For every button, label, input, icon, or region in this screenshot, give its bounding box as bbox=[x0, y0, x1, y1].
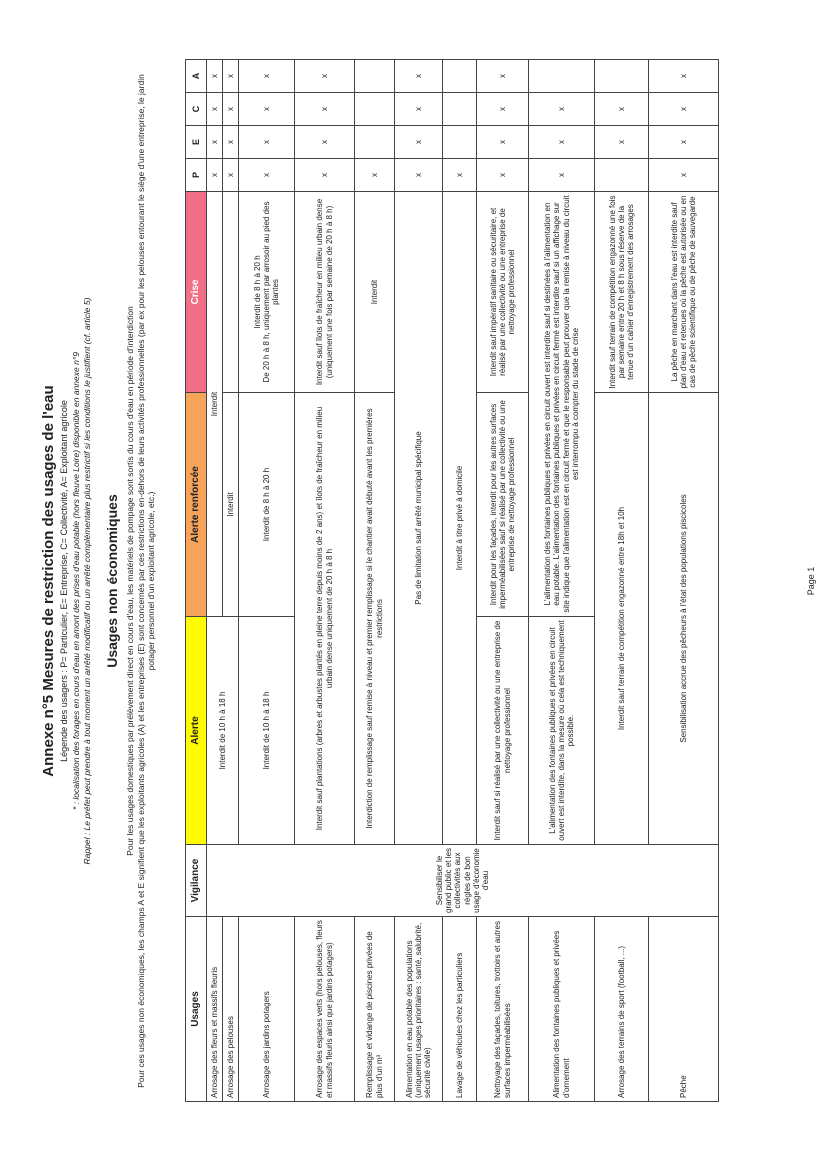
mark-p: x bbox=[239, 159, 295, 192]
legend-text: Légende des usagers : P= Particulier, E= Entreprise, C= Collectivité, A= Exploitant agricole bbox=[59, 400, 69, 762]
alerte-cell: Interdit sauf si réalisé par une collectivité ou une entreprise de nettoyage professionnel bbox=[477, 617, 529, 845]
mark-p: x bbox=[477, 159, 529, 192]
mark-p: x bbox=[207, 159, 223, 192]
usage-cell: Arrosage des jardins potagers bbox=[239, 917, 295, 1102]
alerte-cell: Interdit de 10 h à 18 h bbox=[207, 617, 239, 845]
alerte-renforcee-cell: Interdit sauf terrain de compétition engazonné entre 18h et 10h bbox=[595, 393, 649, 845]
mark-c: x bbox=[395, 93, 443, 126]
usage-cell: Arrosage des terrains de sport (football, ...) bbox=[595, 917, 649, 1102]
mark-c: x bbox=[239, 93, 295, 126]
crise-cell: La pêche en marchant dans l'eau est interdite sauf plan d'eau et retenues où la pêche est autorisée ou en cas de pêche scientifique ou de pêche de sauvegarde bbox=[649, 192, 719, 393]
table-row bbox=[355, 60, 395, 1102]
mark-a: x bbox=[223, 60, 239, 93]
alerte-renforcee-cell: Interdiction de remplissage sauf remise à niveau et premier remplissage si le chantier avait débuté avant les premières restrictions bbox=[355, 393, 395, 845]
header-p: P bbox=[186, 159, 207, 192]
mark-a: x bbox=[477, 60, 529, 93]
header-row bbox=[186, 60, 207, 1102]
crise-cell: Interdit sauf impératif sanitaire ou sécuritaire, et réalisé par une collectivité ou une entreprise de nettoyage professionnel bbox=[477, 192, 529, 393]
mark-c: x bbox=[649, 93, 719, 126]
header-vigilance: Vigilance bbox=[186, 845, 207, 917]
renforcee-crise-cell: Interdit bbox=[207, 192, 223, 617]
mark-c bbox=[443, 93, 477, 126]
mark-e: x bbox=[207, 126, 223, 159]
usage-cell: Lavage de véhicules chez les particuliers bbox=[443, 917, 477, 1102]
table-row bbox=[529, 60, 595, 1102]
intro-line-2: Pour ces usages non économiques, les champs A et E signifient que les exploitants agricoles (A) et les entreprises (E) sont concernés par ces restrictions en-dehors de leurs activités professionnelles (par ex pour les pelouses entourant le siège d'une entreprise, le jardin potager personnel d'un exploitant agricole, etc.) bbox=[135, 74, 156, 1088]
mark-e: x bbox=[239, 126, 295, 159]
table-row bbox=[395, 60, 443, 1102]
mark-a: x bbox=[207, 60, 223, 93]
usage-cell: Arrosage des espaces verts (hors pelouses, fleurs et massifs fleuris ainsi que jardins potagers) bbox=[295, 917, 355, 1102]
alerte-renforcee-cell: Sensibilisation accrue des pêcheurs à l'état des populations piscicoles bbox=[649, 393, 719, 845]
mark-e: x bbox=[649, 126, 719, 159]
table-row bbox=[223, 60, 239, 1102]
mark-c: x bbox=[223, 93, 239, 126]
mark-c: x bbox=[295, 93, 355, 126]
mark-a bbox=[529, 60, 595, 93]
alerte-renforcee-cell: Interdit sauf plantations (arbres et arbustes plantés en pleine terre depuis moins de 2 ans) et îlots de fraîcheur en milieu urbain dense uniquement de 20 h à 8 h bbox=[295, 393, 355, 845]
table-row bbox=[649, 60, 719, 1102]
mark-c bbox=[355, 93, 395, 126]
usage-cell: Remplissage et vidange de piscines privées de plus d'un m³ bbox=[355, 917, 395, 1102]
mark-a bbox=[355, 60, 395, 93]
usage-cell: Alimentation des fontaines publiques et privées d'ornement bbox=[529, 917, 595, 1102]
header-a: A bbox=[186, 60, 207, 93]
restriction-table bbox=[185, 59, 719, 1102]
vigilance-cell: Sensibiliser le grand public et les collectivités aux règles de bon usage d'économie d'eau bbox=[207, 845, 719, 917]
mark-a: x bbox=[295, 60, 355, 93]
location-note: * : localisation des forages en cours d'eau en amont des prises d'eau potable (hors fleuve Loire) disponible en annexe n°9 bbox=[71, 352, 81, 810]
header-alerte-renforcee: Alerte renforcée bbox=[186, 393, 207, 617]
title-block bbox=[40, 60, 157, 1102]
mark-p bbox=[595, 159, 649, 192]
usage-cell: Arrosage des fleurs et massifs fleuris bbox=[207, 917, 223, 1102]
crise-cell bbox=[223, 192, 239, 393]
mark-c: x bbox=[529, 93, 595, 126]
mark-e: x bbox=[223, 126, 239, 159]
usage-cell: Nettoyage des façades, toitures, trottoirs et autres surfaces imperméabilisées bbox=[477, 917, 529, 1102]
mark-e: x bbox=[395, 126, 443, 159]
mark-c: x bbox=[477, 93, 529, 126]
table-row bbox=[239, 60, 295, 1102]
usage-cell: Arrosage des pelouses bbox=[223, 917, 239, 1102]
mark-e: x bbox=[295, 126, 355, 159]
crise-cell: Interdit sauf terrain de compétition engazonné une fois par semaine entre 20 h et 8 h sous réserve de la tenue d'un cahier d'enregistrement des arrosages bbox=[595, 192, 649, 393]
header-usages: Usages bbox=[186, 917, 207, 1102]
section-title: Usages non économiques bbox=[104, 494, 120, 668]
header-e: E bbox=[186, 126, 207, 159]
mark-p: x bbox=[355, 159, 395, 192]
mark-a: x bbox=[239, 60, 295, 93]
all-levels-cell: Pas de limitation sauf arrêté municipal spécifique bbox=[395, 192, 443, 845]
renforcee-crise-cell: L'alimentation des fontaines publiques et privées en circuit ouvert est interdite sauf si destinées à l'alimentation en eau potable. L'alimentation des fontaines publiques et privées en circuit fermé est interdite sauf si un affichage sur site indique que l'alimentation est en circuit fermé et que le responsable peut prouver que la remise à niveau du circuit est interrompu à compter du stade de crise bbox=[529, 192, 595, 617]
alerte-cell: L'alimentation des fontaines publiques et privées en circuit ouvert est interdite, dans la mesure où cela est techniquement possible. bbox=[529, 617, 595, 845]
rappel-note: Rappel : Le préfet peut prendre à tout moment un arrêté modificatif ou un arrêté complémentaire plus restrictif si les conditions le justifient (cf. article 5) bbox=[82, 297, 92, 865]
mark-p: x bbox=[649, 159, 719, 192]
usage-cell: Pêche bbox=[649, 917, 719, 1102]
mark-e bbox=[355, 126, 395, 159]
mark-p: x bbox=[295, 159, 355, 192]
mark-a bbox=[443, 60, 477, 93]
page-title: Annexe n°5 Mesures de restriction des usages de l'eau bbox=[40, 385, 57, 777]
renforcee-cell: Interdit de 8 h à 20 h bbox=[239, 393, 295, 617]
header-alerte: Alerte bbox=[186, 617, 207, 845]
page-number: Page 1 bbox=[806, 566, 816, 596]
mark-e: x bbox=[477, 126, 529, 159]
mark-a bbox=[595, 60, 649, 93]
mark-c: x bbox=[207, 93, 223, 126]
intro-line-1: Pour les usages domestiques par prélèvement direct en cours d'eau, les matériels de pompage sont sortis du cours d'eau en période d'interdiction bbox=[125, 306, 135, 856]
mark-a: x bbox=[649, 60, 719, 93]
mark-c: x bbox=[595, 93, 649, 126]
mark-a: x bbox=[395, 60, 443, 93]
crise-cell: Interdit bbox=[355, 192, 395, 393]
header-c: C bbox=[186, 93, 207, 126]
renforcee-cell: Interdit bbox=[223, 393, 239, 617]
alerte-cell: Interdit de 10 h à 18 h bbox=[239, 617, 295, 845]
mark-p: x bbox=[395, 159, 443, 192]
usage-cell: Alimentation en eau potable des populations (uniquement usages prioritaires : santé, salubrité, sécurité civile) bbox=[395, 917, 443, 1102]
table-row bbox=[207, 60, 223, 1102]
crise-cell: Interdit de 8 h à 20 h De 20 h à 8 h, uniquement par arrosoir au pied des plantes bbox=[239, 192, 295, 393]
renforcee-cell: Interdit pour les façades, interdit pour les autres surfaces imperméabilisées sauf si réalisé par une collectivité ou une entreprise de nettoyage professionnel bbox=[477, 393, 529, 617]
mark-e: x bbox=[595, 126, 649, 159]
header-crise: Crise bbox=[186, 192, 207, 393]
table-row bbox=[295, 60, 355, 1102]
mark-p: x bbox=[223, 159, 239, 192]
table-row bbox=[595, 60, 649, 1102]
mark-p: x bbox=[529, 159, 595, 192]
mark-e bbox=[443, 126, 477, 159]
mark-e: x bbox=[529, 126, 595, 159]
table-row bbox=[477, 60, 529, 1102]
table-row bbox=[443, 60, 477, 1102]
crise-cell: Interdit sauf îlots de fraîcheur en milieu urbain dense (uniquement une fois par semaine de 20 h à 8 h) bbox=[295, 192, 355, 393]
all-levels-cell: Interdit à titre privé à domicile bbox=[443, 192, 477, 845]
mark-p: x bbox=[443, 159, 477, 192]
